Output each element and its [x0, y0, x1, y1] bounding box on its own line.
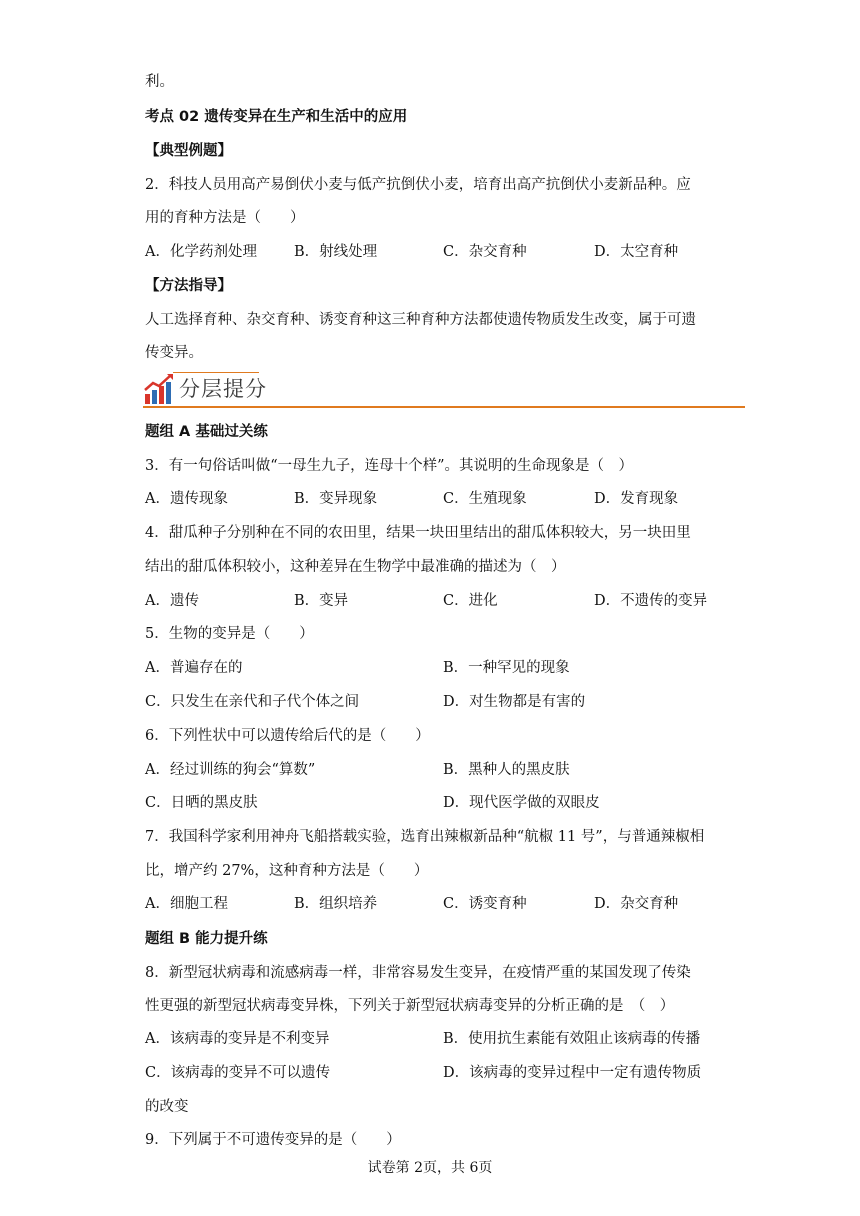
subheading-example: 【典型例题】 — [145, 143, 232, 159]
subheading-method: 【方法指导】 — [145, 278, 232, 294]
q7-option-c: C．诱变育种 — [443, 896, 527, 912]
q5-option-b: B．一种罕见的现象 — [443, 660, 570, 676]
question-9: 9．下列属于不可遗传变异的是（ ） — [145, 1132, 401, 1148]
question-2-line-2: 用的育种方法是（ ） — [145, 210, 305, 226]
method-line-2: 传变异。 — [145, 345, 203, 361]
q8-option-a: A．该病毒的变异是不利变异 — [145, 1031, 330, 1047]
question-5: 5．生物的变异是（ ） — [145, 626, 314, 642]
q7-option-b: B．组织培养 — [294, 896, 378, 912]
q3-option-c: C．生殖现象 — [443, 491, 527, 507]
page-footer: 试卷第 2页，共 6页 — [367, 1160, 493, 1176]
group-a-heading: 题组 A 基础过关练 — [145, 424, 268, 440]
section-banner — [143, 370, 745, 410]
q5-option-c: C．只发生在亲代和子代个体之间 — [145, 694, 360, 710]
q8-option-b: B．使用抗生素能有效阻止该病毒的传播 — [443, 1031, 701, 1047]
banner-title: 分层提分 — [179, 377, 267, 401]
q6-option-d: D．现代医学做的双眼皮 — [443, 795, 600, 811]
question-7-line-2: 比，增产约 27%，这种育种方法是（ ） — [145, 863, 429, 879]
question-8-line-1: 8．新型冠状病毒和流感病毒一样，非常容易发生变异，在疫情严重的某国发现了传染 — [145, 965, 691, 981]
q8-option-c: C．该病毒的变异不可以遗传 — [145, 1065, 331, 1081]
q6-option-a: A．经过训练的狗会“算数” — [145, 762, 316, 778]
question-3: 3．有一句俗话叫做“一母生九子，连母十个样”。其说明的生命现象是（ ） — [145, 458, 634, 474]
q2-option-d: D．太空育种 — [594, 244, 679, 260]
q4-option-c: C．进化 — [443, 593, 498, 609]
question-4-line-1: 4．甜瓜种子分别种在不同的农田里，结果一块田里结出的甜瓜体积较大，另一块田里 — [145, 525, 691, 541]
q8-option-d: D．该病毒的变异过程中一定有遗传物质 — [443, 1065, 702, 1081]
q5-option-a: A．普遍存在的 — [145, 660, 243, 676]
q4-option-b: B．变异 — [294, 593, 349, 609]
q2-option-a: A．化学药剂处理 — [145, 244, 257, 260]
q8-option-d-continued: 的改变 — [145, 1099, 189, 1115]
q2-option-c: C．杂交育种 — [443, 244, 527, 260]
q6-option-c: C．日晒的黑皮肤 — [145, 795, 258, 811]
text-line: 利。 — [145, 74, 174, 90]
question-7-line-1: 7．我国科学家利用神舟飞船搭载实验，选育出辣椒新品种“航椒 11 号”，与普通辣椒相 — [145, 829, 705, 845]
q2-option-b: B．射线处理 — [294, 244, 378, 260]
q4-option-d: D．不遗传的变异 — [594, 593, 708, 609]
group-b-heading: 题组 B 能力提升练 — [145, 931, 268, 947]
q7-option-d: D．杂交育种 — [594, 896, 679, 912]
question-8-line-2: 性更强的新型冠状病毒变异株，下列关于新型冠状病毒变异的分析正确的是 （ ） — [145, 998, 675, 1014]
banner-rule — [143, 406, 745, 408]
q6-option-b: B．黑种人的黑皮肤 — [443, 762, 570, 778]
q3-option-a: A．遗传现象 — [145, 491, 228, 507]
question-6: 6．下列性状中可以遗传给后代的是（ ） — [145, 728, 430, 744]
q4-option-a: A．遗传 — [145, 593, 199, 609]
q3-option-d: D．发育现象 — [594, 491, 679, 507]
method-line-1: 人工选择育种、杂交育种、诱变育种这三种育种方法都使遗传物质发生改变，属于可遗 — [145, 312, 696, 328]
q5-option-d: D．对生物都是有害的 — [443, 694, 586, 710]
question-4-line-2: 结出的甜瓜体积较小，这种差异在生物学中最准确的描述为（ ） — [145, 559, 566, 575]
q7-option-a: A．细胞工程 — [145, 896, 228, 912]
question-2-line-1: 2．科技人员用高产易倒伏小麦与低产抗倒伏小麦，培育出高产抗倒伏小麦新品种。应 — [145, 177, 691, 193]
section-heading: 考点 02 遗传变异在生产和生活中的应用 — [145, 109, 408, 125]
growth-chart-icon — [143, 372, 177, 406]
banner-top-rule — [173, 372, 259, 373]
q3-option-b: B．变异现象 — [294, 491, 378, 507]
